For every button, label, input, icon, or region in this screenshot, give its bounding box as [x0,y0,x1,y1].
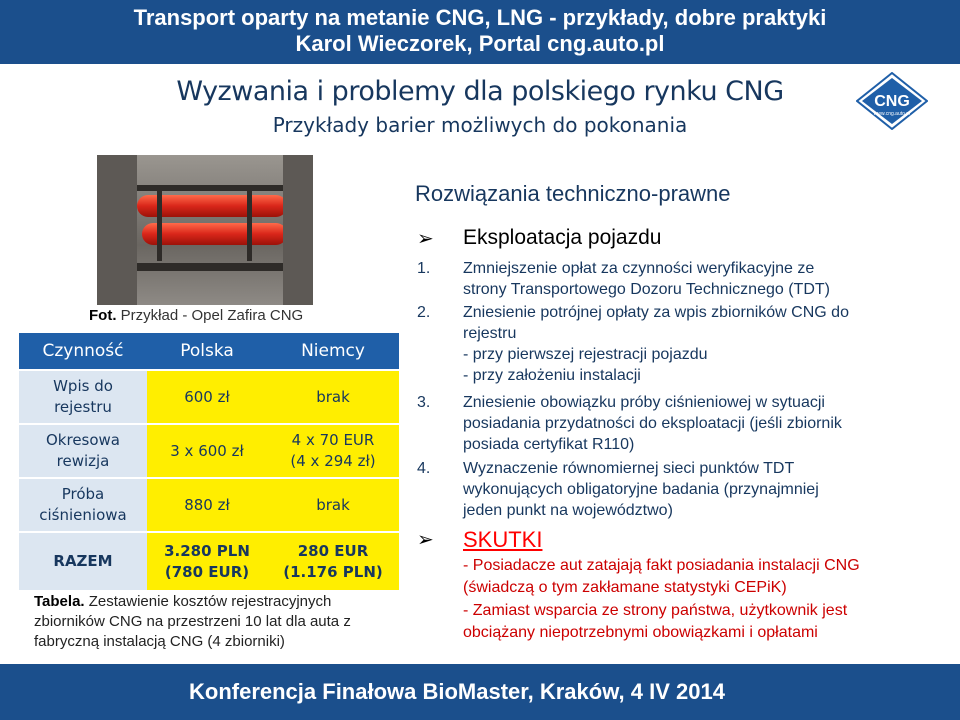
header-czynnosc: Czynność [19,333,147,370]
polska-value: 880 zł [147,478,267,532]
page-title: Wyzwania i problemy dla polskiego rynku CNG [176,76,784,107]
table-row [19,478,399,532]
skutki-line: obciążany niepotrzebnymi obowiązkami i opłatami [463,624,818,641]
niemcy-value: 4 x 70 EUR (4 x 294 zł) [267,424,399,478]
title-block [0,74,960,144]
car-undercarriage-photo [97,155,313,305]
polska-value: 600 zł [147,370,267,424]
footer-text: Konferencja Finałowa BioMaster, Kraków, 4 IV 2014 [189,679,725,704]
arrow-bullet-icon: ➢ [417,228,434,250]
row-label: Wpis do rejestru [19,370,147,424]
niemcy-value: brak [267,370,399,424]
table-row-total [19,532,399,590]
logo-subtext: www.cng.auto.pl [873,111,911,117]
header-line-1: Transport oparty na metanie CNG, LNG - przykłady, dobre praktyki [133,5,827,30]
photo-caption-text: Przykład - Opel Zafira CNG [116,307,304,324]
section-title: Rozwiązania techniczno-prawne [415,181,731,206]
photo-caption [89,307,303,324]
polska-total: 3.280 PLN (780 EUR) [147,532,267,590]
niemcy-total: 280 EUR (1.176 PLN) [267,532,399,590]
row-label: RAZEM [19,532,147,590]
skutki-line: - Posiadacze aut zatajają fakt posiadania instalacji CNG [463,557,860,574]
table-row [19,370,399,424]
header-polska: Polska [147,333,267,370]
row-label: Próba ciśnieniowa [19,478,147,532]
table-caption: Tabela. Zestawienie kosztów rejestracyjnych zbiorników CNG na przestrzeni 10 lat dla auta z fabryczną instalacją CNG (4 zbiorniki) [34,593,351,650]
header-line-2: Karol Wieczorek, Portal cng.auto.pl [295,31,665,56]
niemcy-value: brak [267,478,399,532]
logo-text: CNG [874,93,910,110]
footer-banner [0,664,960,720]
skutki-line: - Zamiast wsparcia ze strony państwa, użytkownik jest [463,602,848,619]
header-banner [0,0,960,64]
skutki-line: (świadczą o tym zakłamane statystyki CEPiK) [463,579,787,596]
arrow-bullet-icon: ➢ [417,529,434,551]
page-subtitle: Przykłady barier możliwych do pokonania [272,113,688,137]
row-label: Okresowa rewizja [19,424,147,478]
polska-value: 3 x 600 zł [147,424,267,478]
cost-table [19,333,399,590]
table-header-row [19,333,399,370]
header-niemcy: Niemcy [267,333,399,370]
table-row [19,424,399,478]
photo-caption-label: Fot. [89,307,117,324]
